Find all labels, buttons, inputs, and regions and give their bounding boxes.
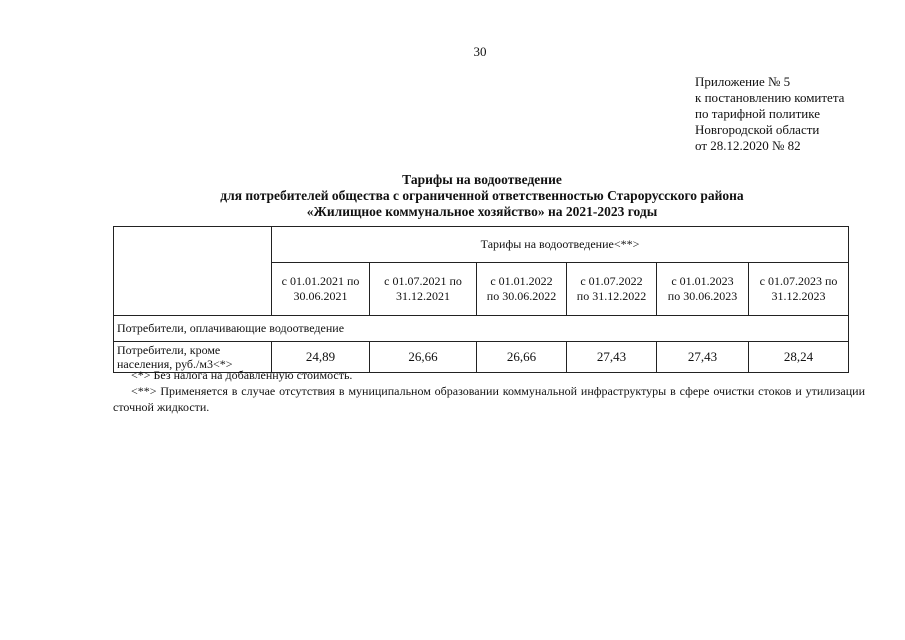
tariff-value-cell: 26,66 xyxy=(370,342,477,373)
row-label-cell: Потребители, кроме населения, руб./м3<*> xyxy=(114,342,272,373)
tariff-value-cell: 26,66 xyxy=(477,342,567,373)
appendix-block xyxy=(695,74,844,154)
table-header-row xyxy=(114,227,849,263)
document-title xyxy=(0,172,905,220)
period-cell: с 01.07.2022 по 31.12.2022 xyxy=(567,263,657,316)
page-number: 30 xyxy=(473,44,487,59)
table-corner-cell xyxy=(114,227,272,316)
tariff-header-cell: Тарифы на водоотведение<**> xyxy=(272,227,849,263)
title-line: «Жилищное коммунальное хозяйство» на 2021-2023 годы xyxy=(306,204,658,219)
title-line: Тарифы на водоотведение xyxy=(402,172,562,187)
period-cell: с 01.01.2021 по 30.06.2021 xyxy=(272,263,370,316)
appendix-line: Приложение № 5 xyxy=(695,74,791,89)
period-cell: с 01.07.2023 по 31.12.2023 xyxy=(749,263,849,316)
tariff-value-cell: 24,89 xyxy=(272,342,370,373)
footnotes xyxy=(113,367,865,415)
tariff-value-cell: 27,43 xyxy=(657,342,749,373)
appendix-line: по тарифной политике xyxy=(695,106,820,121)
group-row xyxy=(114,316,849,342)
period-cell: с 01.01.2022 по 30.06.2022 xyxy=(477,263,567,316)
title-line: для потребителей общества с ограниченной ответственностью Старорусского района xyxy=(220,188,744,203)
appendix-line: Новгородской области xyxy=(695,122,820,137)
period-cell: с 01.07.2021 по 31.12.2021 xyxy=(370,263,477,316)
tariff-value-cell: 28,24 xyxy=(749,342,849,373)
appendix-line: от 28.12.2020 № 82 xyxy=(695,138,801,153)
tariff-value-cell: 27,43 xyxy=(567,342,657,373)
tariff-table xyxy=(113,226,849,373)
footnote-vat: <*> Без налога на добавленную стоимость. xyxy=(131,368,353,382)
period-cell: с 01.01.2023 по 30.06.2023 xyxy=(657,263,749,316)
group-label-cell: Потребители, оплачивающие водоотведение xyxy=(114,316,849,342)
appendix-line: к постановлению комитета xyxy=(695,90,845,105)
footnote-applicability: <**> Применяется в случае отсутствия в муниципальном образовании коммунальной инфраструктуры в сфере очистки стоков и утилизации сточной жидкости. xyxy=(113,384,865,414)
